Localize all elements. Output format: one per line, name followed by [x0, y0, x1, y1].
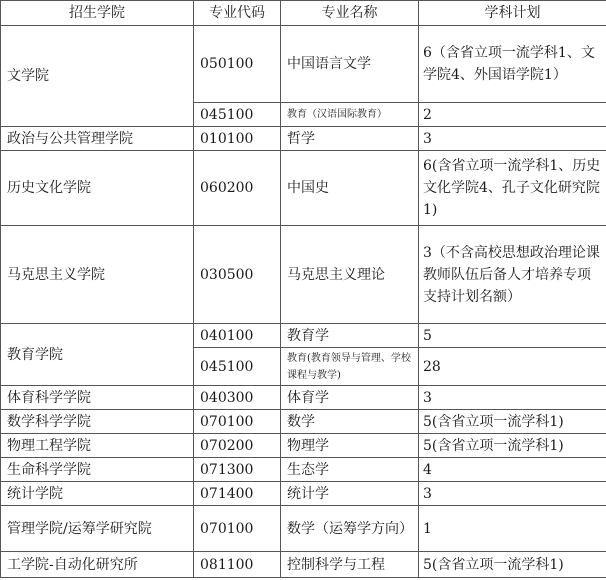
plan-cell: 5 — [419, 324, 606, 348]
major-name-cell: 物理学 — [281, 434, 419, 458]
table-row — [1, 386, 606, 410]
code-cell: 071400 — [194, 482, 281, 506]
code-cell: 010100 — [194, 127, 281, 151]
college-cell: 数学科学学院 — [1, 410, 194, 434]
plan-cell: 6（含省立项一流学科1、文学院4、外国语学院1） — [419, 26, 606, 103]
code-cell: 070200 — [194, 434, 281, 458]
college-cell: 体育科学学院 — [1, 386, 194, 410]
plan-cell: 6(含省立项一流学科1、历史文化学院4、孔子文化研究院1) — [419, 151, 606, 226]
code-cell: 071300 — [194, 458, 281, 482]
table-row — [1, 151, 606, 226]
code-cell: 045100 — [194, 348, 281, 386]
code-cell: 060200 — [194, 151, 281, 226]
college-cell: 政治与公共管理学院 — [1, 127, 194, 151]
college-cell: 教育学院 — [1, 324, 194, 386]
table-row — [1, 127, 606, 151]
code-cell: 050100 — [194, 26, 281, 103]
code-cell: 040300 — [194, 386, 281, 410]
college-cell: 文学院 — [1, 26, 194, 127]
major-name-cell: 教育（汉语国际教育） — [281, 103, 419, 127]
code-cell: 040100 — [194, 324, 281, 348]
table-row — [1, 458, 606, 482]
table-header-row — [1, 1, 606, 26]
college-cell: 管理学院/运筹学研究院 — [1, 506, 194, 552]
plan-cell: 5(含省立项一流学科1) — [419, 552, 606, 578]
major-name-cell: 数学 — [281, 410, 419, 434]
code-cell: 070100 — [194, 506, 281, 552]
plan-cell: 5(含省立项一流学科1) — [419, 410, 606, 434]
table-row — [1, 226, 606, 324]
college-cell: 统计学院 — [1, 482, 194, 506]
major-name-cell: 数学（运筹学方向） — [281, 506, 419, 552]
major-name-cell: 控制科学与工程 — [281, 552, 419, 578]
major-name-cell: 中国语言文学 — [281, 26, 419, 103]
code-cell: 070100 — [194, 410, 281, 434]
plan-cell: 3 — [419, 386, 606, 410]
table-row — [1, 506, 606, 552]
major-name-cell: 教育(教育领导与管理、学校课程与教学) — [281, 348, 419, 386]
code-cell: 030500 — [194, 226, 281, 324]
table-row — [1, 434, 606, 458]
plan-cell: 28 — [419, 348, 606, 386]
plan-cell: 1 — [419, 506, 606, 552]
major-name-cell: 统计学 — [281, 482, 419, 506]
code-cell: 081100 — [194, 552, 281, 578]
plan-cell: 2 — [419, 103, 606, 127]
major-name-cell: 马克思主义理论 — [281, 226, 419, 324]
code-cell: 045100 — [194, 103, 281, 127]
table-row — [1, 552, 606, 578]
header-plan: 学科计划 — [419, 1, 606, 26]
table-row — [1, 26, 606, 103]
major-name-cell: 体育学 — [281, 386, 419, 410]
table-row — [1, 324, 606, 348]
plan-cell: 3 — [419, 127, 606, 151]
plan-cell: 3（不含高校思想政治理论课教师队伍后备人才培养专项支持计划名额） — [419, 226, 606, 324]
header-college: 招生学院 — [1, 1, 194, 26]
college-cell: 物理工程学院 — [1, 434, 194, 458]
plan-cell: 3 — [419, 482, 606, 506]
plan-cell: 4 — [419, 458, 606, 482]
college-cell: 工学院-自动化研究所 — [1, 552, 194, 578]
college-cell: 生命科学学院 — [1, 458, 194, 482]
header-major-name: 专业名称 — [281, 1, 419, 26]
college-cell: 马克思主义学院 — [1, 226, 194, 324]
major-name-cell: 哲学 — [281, 127, 419, 151]
major-name-cell: 中国史 — [281, 151, 419, 226]
college-cell: 历史文化学院 — [1, 151, 194, 226]
header-code: 专业代码 — [194, 1, 281, 26]
table-row — [1, 410, 606, 434]
major-name-cell: 教育学 — [281, 324, 419, 348]
table-row — [1, 482, 606, 506]
major-name-cell: 生态学 — [281, 458, 419, 482]
plan-cell: 5(含省立项一流学科1) — [419, 434, 606, 458]
